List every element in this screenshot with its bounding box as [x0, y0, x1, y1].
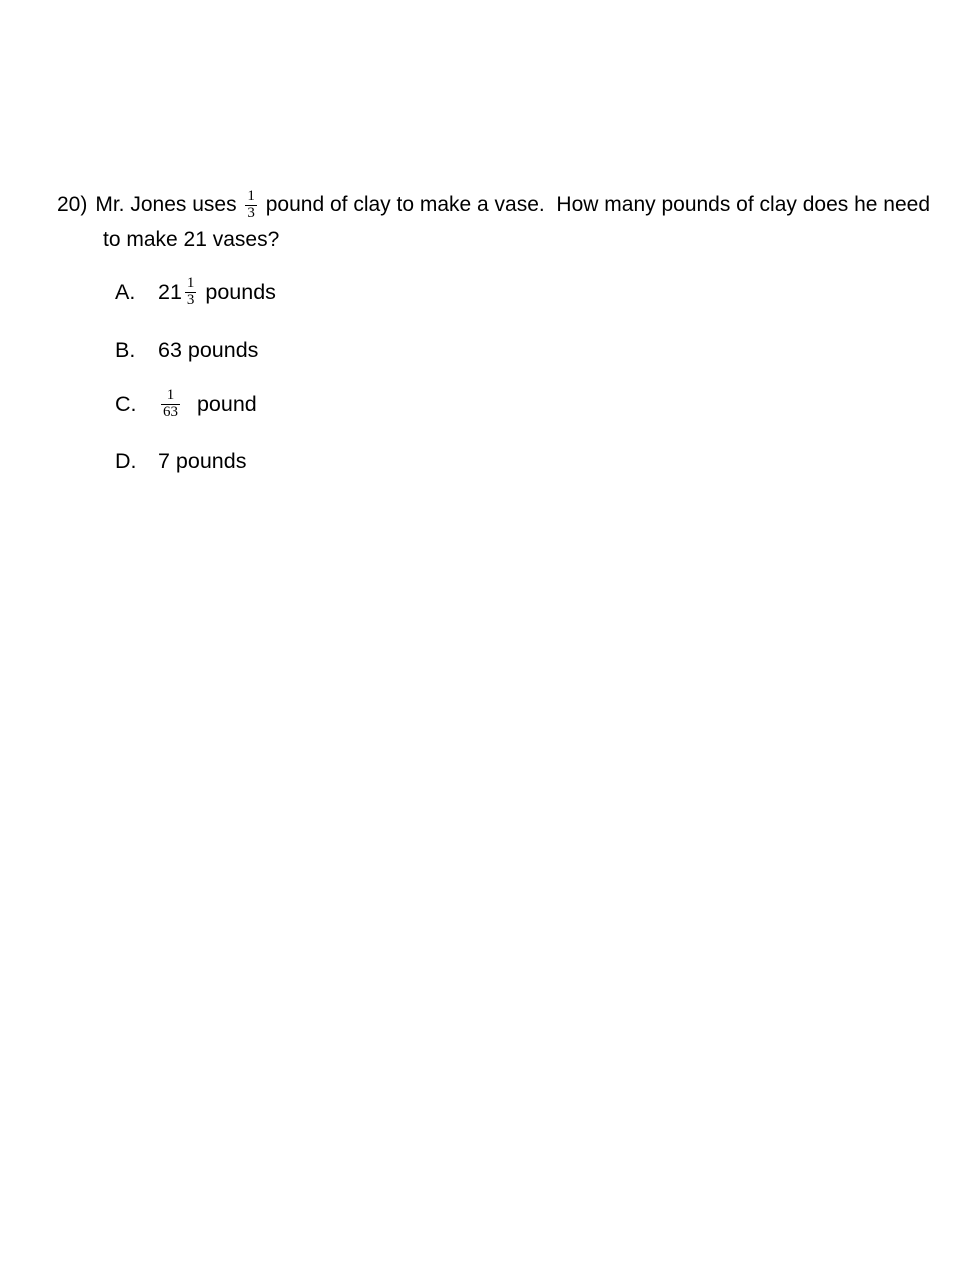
- choice-c-letter: C.: [115, 391, 137, 416]
- fraction-numerator: 1: [186, 274, 195, 291]
- choice-row-c: [115, 382, 257, 426]
- fraction-numerator: 1: [166, 386, 175, 403]
- fraction-one-third-choice-a: [185, 276, 197, 309]
- choice-row-d: [115, 439, 246, 483]
- choice-b-letter: B.: [115, 337, 136, 362]
- fraction-one-sixty-third: [161, 388, 180, 421]
- choice-row-a: [115, 270, 276, 314]
- choice-c-unit: pound: [191, 391, 257, 416]
- choice-a-letter: A.: [115, 279, 136, 304]
- fraction-one-third: [245, 189, 257, 222]
- choice-b-text: 63 pounds: [158, 337, 259, 362]
- question-text-after-fraction: pound of clay to make a vase. How many pounds of clay does he need: [259, 193, 930, 216]
- fraction-numerator: 1: [247, 187, 255, 204]
- fraction-denominator: 63: [163, 403, 178, 420]
- choice-row-b: [115, 328, 258, 372]
- choice-a-unit: pounds: [199, 279, 276, 304]
- question-line-1: [57, 186, 930, 224]
- choice-a-whole-number: 21: [158, 279, 182, 304]
- choice-d-text: 7 pounds: [158, 448, 247, 473]
- choice-d-letter: D.: [115, 448, 137, 473]
- fraction-denominator: 3: [247, 204, 255, 221]
- question-text-before-fraction: Mr. Jones uses: [95, 193, 243, 216]
- question-number: 20): [57, 193, 88, 216]
- question-line-2: to make 21 vases?: [103, 228, 280, 251]
- fraction-denominator: 3: [186, 291, 195, 308]
